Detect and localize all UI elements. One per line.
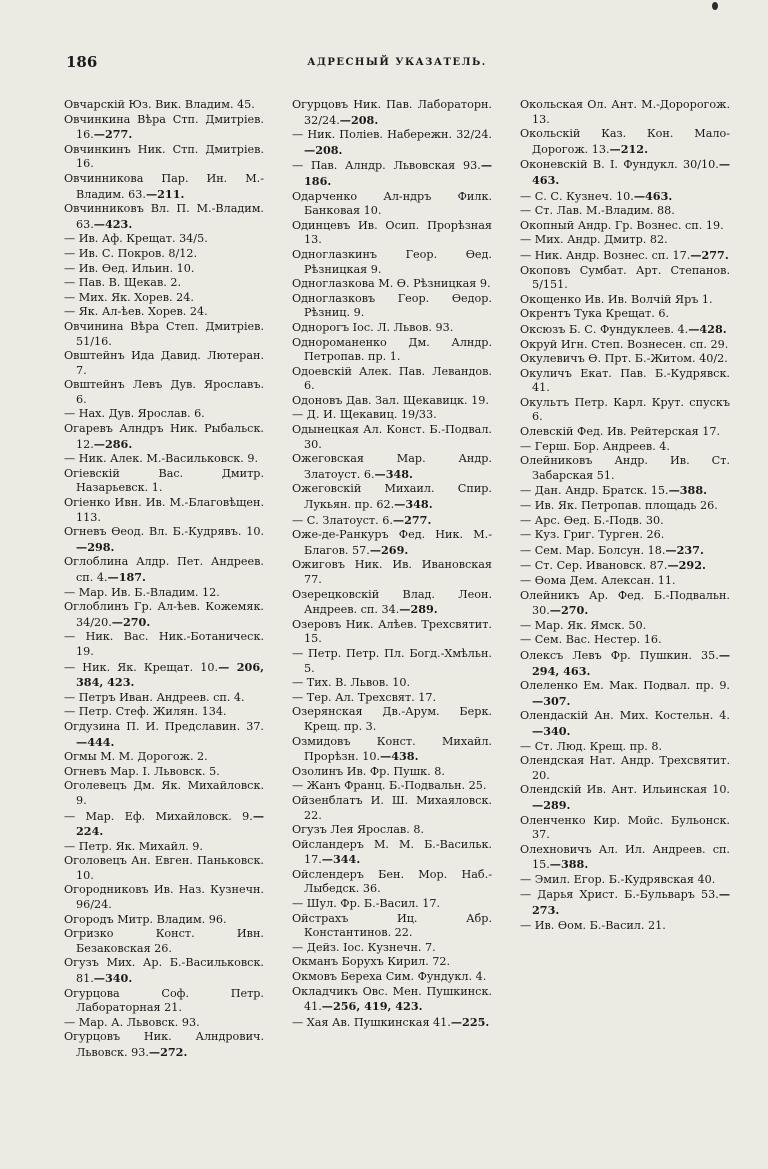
directory-entry	[520, 219, 730, 234]
directory-entry	[292, 394, 492, 409]
directory-entry	[292, 735, 492, 765]
entry-text: — Мар. Як. Ямск. 50.	[520, 618, 647, 632]
entry-phone-numbers: — 206, 384, 423.	[76, 659, 264, 690]
entry-phone-numbers: —289.	[399, 602, 438, 617]
entry-text: — Сем. Мар. Болсун. 18.	[520, 543, 666, 557]
entry-text: Окольскiй Каз. Кон. Мало-Дорогож. 13.	[520, 127, 730, 156]
entry-text: Оголевецъ Дм. Як. Михайловск. 9.	[64, 779, 264, 807]
entry-text: — Ник. Алек. М.-Васильковск. 9.	[64, 452, 259, 466]
directory-entry	[64, 407, 264, 422]
directory-entry	[292, 765, 492, 780]
entry-text: Оконевскiй В. I. Фундукл. 30/10.	[520, 158, 719, 172]
entry-text: Овштейнъ Левъ Дув. Ярославъ. 6.	[64, 378, 264, 406]
page-header	[66, 53, 728, 75]
entry-phone-numbers: —270.	[549, 603, 589, 618]
entry-text: — Хая Ав. Пушкинская 41.	[292, 1015, 451, 1029]
entry-text: — Эмил. Егор. Б.-Кудрявская 40.	[520, 872, 716, 886]
entry-text: Окуличъ Екат. Пав. Б.-Кудрявск. 41.	[520, 366, 730, 395]
entry-text: — Нах. Дув. Ярослав. 6.	[64, 407, 205, 421]
entry-text: Олехновичъ Ал. Ил. Андреев. сп. 15.	[520, 842, 730, 872]
directory-entry	[64, 765, 264, 780]
entry-text: Олевскiй Фед. Ив. Рейтерская 17.	[520, 425, 721, 439]
entry-text: Окультъ Петр. Карл. Крут. спускъ 6.	[520, 395, 730, 424]
entry-text: Овчарскiй Юз. Вик. Владим. 45.	[64, 98, 255, 111]
directory-entry	[520, 425, 730, 440]
entry-text: Огурцовъ Ник. Пав. Лабораторн. 32/24.	[292, 98, 492, 127]
entry-text: Овштейнъ Ида Давид. Лютеран. 7.	[64, 349, 264, 377]
entry-text: Озерецковскiй Влад. Леон. Андреев. сп. 34.	[292, 587, 492, 617]
entry-text: Ойстрахъ Иц. Абр. Константинов. 22.	[292, 911, 492, 940]
directory-entry	[292, 558, 492, 587]
entry-text: Озмидовъ Конст. Михайл. Прорѣзн. 10.	[292, 734, 492, 764]
directory-entry	[520, 396, 730, 425]
entry-text: Однорогъ Iос. Л. Львов. 93.	[292, 320, 454, 334]
entry-text: Однороманенко Дм. Алндр. Петропав. пр. 1.	[292, 335, 492, 364]
entry-text: Окольская Ол. Ант. М.-Доророгож. 13.	[520, 98, 730, 126]
directory-entry	[292, 190, 492, 219]
directory-entry	[64, 840, 264, 855]
directory-entry	[292, 618, 492, 647]
directory-entry	[520, 293, 730, 308]
directory-entry	[64, 98, 264, 113]
entry-phone-numbers: —237.	[665, 542, 704, 557]
entry-text: — Ив. С. Покров. 8/12.	[64, 246, 198, 260]
directory-entry	[64, 555, 264, 585]
directory-entry	[292, 868, 492, 897]
entry-text: Оглоблина Алдр. Пет. Андреев. сп. 4.	[64, 555, 264, 584]
entry-phone-numbers: —208.	[339, 112, 379, 127]
entry-text: Одоевскiй Алек. Пав. Левандов. 6.	[292, 364, 492, 393]
directory-entry	[520, 514, 730, 529]
directory-entry	[292, 365, 492, 394]
entry-phone-numbers: —388.	[668, 483, 708, 498]
directory-entry	[64, 705, 264, 720]
entry-text: Олендскiй Ив. Ант. Ильинская 10.	[520, 783, 730, 797]
entry-phone-numbers: —269.	[369, 542, 409, 557]
entry-phone-numbers: —423.	[93, 216, 133, 231]
entry-text: Окруй Игн. Степ. Вознесен. сп. 29.	[520, 337, 729, 351]
page-number: 186	[66, 53, 98, 71]
entry-text: Одноглазкова М. Ѳ. Рѣзницкая 9.	[292, 277, 491, 291]
entry-text: — Куз. Григ. Турген. 26.	[520, 528, 665, 542]
column-1	[64, 98, 264, 1143]
entry-phone-numbers: —307.	[532, 693, 571, 708]
entry-text: — Пав. Алндр. Львовская 93.	[292, 159, 481, 173]
entry-text: Огурцова Соф. Петр. Лабораторная 21.	[64, 986, 264, 1015]
directory-entry	[520, 483, 730, 499]
directory-entry	[292, 985, 492, 1015]
directory-entry	[520, 843, 730, 873]
directory-entry	[64, 452, 264, 467]
directory-entry	[292, 452, 492, 482]
directory-entry	[292, 336, 492, 365]
entry-text: Одинцевъ Ив. Осип. Прорѣзная 13.	[292, 218, 492, 247]
directory-entry	[64, 349, 264, 378]
entry-phone-numbers: —344.	[321, 852, 361, 867]
entry-text: — Ст. Лав. М.-Владим. 88.	[520, 204, 675, 218]
entry-text: Олендаскiй Ан. Мих. Костельн. 4.	[520, 709, 730, 723]
directory-entry	[64, 660, 264, 691]
directory-entry	[292, 248, 492, 277]
directory-entry	[520, 248, 730, 264]
directory-entry	[292, 588, 492, 618]
directory-entry	[64, 720, 264, 750]
entry-text: Оже-де-Ранкуръ Фед. Ник. М.-Благов. 57.	[292, 528, 492, 557]
entry-text: Огневъ Мар. I. Львовск. 5.	[64, 764, 220, 778]
entry-text: Олексъ Левъ Фр. Пушкин. 35.	[520, 648, 719, 662]
directory-entry	[292, 528, 492, 558]
directory-entry	[292, 897, 492, 912]
entry-phone-numbers: —286.	[93, 436, 133, 451]
directory-entry	[64, 809, 264, 840]
entry-text: Овчинниковъ Вл. П. М.-Владим. 63.	[64, 202, 264, 231]
entry-text: Окмовъ Береха Сим. Фундукл. 4.	[292, 970, 487, 984]
directory-entry	[64, 1030, 264, 1060]
directory-entry	[64, 956, 264, 986]
entry-text: — Сем. Вас. Нестер. 16.	[520, 633, 662, 647]
entry-text: — Петр. Петр. Пл. Богд.-Хмѣльн. 5.	[292, 646, 492, 675]
directory-entry	[292, 647, 492, 676]
entry-phone-numbers: —292.	[667, 558, 706, 573]
entry-text: — Ѳома Дем. Алексан. 11.	[520, 574, 676, 587]
directory-entry	[520, 233, 730, 248]
entry-text: Огризко Конст. Ивн. Безаковская 26.	[64, 927, 264, 955]
entry-text: — Дарья Христ. Б.-Бульваръ 53.	[520, 888, 719, 902]
entry-text: — Петръ Иван. Андреев. сп. 4.	[64, 690, 245, 704]
directory-entry	[520, 543, 730, 559]
entry-phone-numbers: —444.	[76, 734, 115, 749]
directory-entry	[292, 970, 492, 985]
directory-entry	[292, 779, 492, 794]
directory-entry	[64, 291, 264, 306]
directory-entry	[292, 676, 492, 691]
entry-phone-numbers: —187.	[107, 570, 146, 584]
entry-phone-numbers: —289.	[532, 797, 571, 812]
entry-text: Олендская Нат. Андр. Трехсвятит. 20.	[520, 754, 730, 782]
entry-text: Одоновъ Дав. Зал. Щекавицк. 19.	[292, 393, 489, 407]
entry-text: Огдузина П. И. Предславин. 37.	[64, 719, 264, 733]
entry-text: — Ив. Як. Петропав. площадь 26.	[520, 499, 718, 513]
entry-text: Ожеговская Мар. Андр. Златоуст. 6.	[292, 452, 492, 481]
entry-phone-numbers: —340.	[93, 971, 133, 986]
directory-entry	[520, 338, 730, 353]
entry-text: — Тих. В. Львов. 10.	[292, 676, 411, 690]
directory-entry	[292, 128, 492, 158]
entry-text: — Арс. Ѳед. Б.-Подв. 30.	[520, 513, 664, 527]
directory-entry	[520, 367, 730, 396]
entry-text: — Ник. Полiев. Набережн. 32/24.	[292, 128, 492, 142]
column-3	[520, 98, 730, 1143]
entry-phone-numbers: —348.	[374, 466, 413, 481]
entry-phone-numbers: —428.	[688, 321, 727, 336]
directory-entry	[64, 232, 264, 247]
entry-text: — С. Златоуст. 6.	[292, 513, 393, 527]
entry-phone-numbers: —272.	[148, 1045, 188, 1059]
directory-entry	[64, 113, 264, 143]
entry-phone-numbers: —225.	[450, 1014, 490, 1029]
entry-text: Окманъ Борухъ Кирил. 72.	[292, 955, 451, 969]
entry-text: Овчинникова Пар. Ин. М.-Владим. 63.	[64, 171, 264, 201]
entry-text: — Жанъ Франц. Б.-Подвальн. 25.	[292, 779, 487, 793]
entry-text: Овчинина Вѣра Степ. Дмитрiев. 51/16.	[64, 319, 264, 348]
directory-entry	[520, 709, 730, 739]
entry-text: — Петр. Стеф. Жилян. 134.	[64, 705, 227, 719]
directory-entry	[292, 321, 492, 336]
entry-text: — Тер. Ал. Трехсвят. 17.	[292, 690, 437, 704]
directory-entry	[64, 630, 264, 659]
directory-entry	[292, 691, 492, 706]
entry-phone-numbers: —186.	[304, 158, 492, 188]
entry-text: Окрентъ Тука Крещат. 6.	[520, 307, 670, 321]
entry-text: — Як. Ал-ѣев. Хорев. 24.	[64, 305, 208, 319]
entry-text: — Пав. В. Щекав. 2.	[64, 276, 182, 290]
directory-entry	[64, 779, 264, 808]
directory-entry	[64, 262, 264, 277]
entry-text: Оленченко Кир. Мойс. Бульонск. 37.	[520, 813, 730, 842]
entry-text: — С. С. Кузнеч. 10.	[520, 189, 634, 203]
directory-entry	[520, 454, 730, 483]
entry-text: — Мих. Андр. Дмитр. 82.	[520, 233, 668, 247]
directory-entry	[64, 496, 264, 525]
directory-entry	[520, 574, 730, 589]
entry-text: Ойслендеръ Бен. Мор. Наб.-Лыбедск. 36.	[292, 867, 492, 896]
entry-text: — Ник. Як. Крещат. 10.	[64, 660, 219, 674]
directory-entry	[292, 955, 492, 970]
entry-text: Огмы М. М. Дорогож. 2.	[64, 750, 208, 764]
entry-phone-numbers: —388.	[549, 857, 589, 872]
entry-text: Огiенко Ивн. Ив. М.-Благовѣщен. 113.	[64, 496, 264, 524]
directory-entry	[520, 648, 730, 679]
entry-text: Одынецкая Ал. Конст. Б.-Подвал. 30.	[292, 423, 492, 451]
entry-text: Озеровъ Ник. Алѣев. Трехсвятит. 15.	[292, 617, 492, 646]
entry-text: Олеленко Ем. Мак. Подвал. пр. 9.	[520, 679, 730, 693]
entry-text: — Мар. Еф. Михайловск. 9.	[64, 809, 253, 823]
directory-entry	[292, 158, 492, 189]
directory-entry	[520, 589, 730, 619]
directory-entry	[520, 352, 730, 367]
entry-phone-numbers: —277.	[392, 512, 432, 527]
entry-text: — Д. И. Щекавиц. 19/33.	[292, 408, 437, 422]
directory-entry	[64, 378, 264, 407]
directory-entry	[520, 754, 730, 783]
directory-entry	[64, 467, 264, 496]
directory-entry	[292, 277, 492, 292]
directory-entry	[64, 1016, 264, 1031]
directory-entry	[520, 633, 730, 648]
directory-entry	[64, 883, 264, 912]
directory-entry	[520, 440, 730, 455]
entry-text: Ожеговскiй Михаил. Спир. Лукьян. пр. 62.	[292, 482, 492, 512]
directory-entry	[292, 482, 492, 512]
ink-speck	[712, 2, 718, 10]
entry-text: Ойзенблатъ И. Ш. Михаяловск. 22.	[292, 793, 492, 822]
entry-phone-numbers: —270.	[111, 614, 151, 629]
entry-phone-numbers: —340.	[532, 723, 571, 738]
entry-text: Оголовецъ Ан. Евген. Паньковск. 10.	[64, 854, 264, 882]
directory-entry	[520, 558, 730, 574]
entry-phone-numbers: —348.	[394, 497, 433, 512]
directory-entry	[64, 691, 264, 706]
entry-text: Олейниковъ Андр. Ив. Ст. Забарская 51.	[520, 454, 730, 482]
entry-text: — Ив. Ѳед. Ильин. 10.	[64, 261, 195, 275]
directory-entry	[64, 422, 264, 452]
entry-text: Оксюзъ Б. С. Фундуклеев. 4.	[520, 322, 689, 336]
directory-entry	[520, 322, 730, 338]
directory-entry	[520, 307, 730, 322]
entry-phone-numbers: —212.	[609, 141, 648, 156]
directory-entry	[64, 586, 264, 601]
entry-text: Олейникъ Ар. Фед. Б.-Подвальн. 30.	[520, 588, 730, 618]
directory-entry	[64, 600, 264, 630]
entry-text: Огузъ Мих. Ар. Б.-Васильковск. 81.	[64, 956, 264, 986]
entry-phone-numbers: —463.	[532, 157, 730, 187]
directory-entry	[520, 619, 730, 634]
entry-text: — Герш. Бор. Андреев. 4.	[520, 439, 670, 453]
column-2	[292, 98, 492, 1143]
directory-entry	[520, 127, 730, 157]
entry-phone-numbers: —208.	[304, 142, 343, 157]
directory-entry	[520, 783, 730, 813]
entry-phone-numbers: —294, 463.	[532, 647, 730, 678]
entry-text: Окопный Андр. Гр. Вознес. сп. 19.	[520, 218, 724, 232]
entry-text: Озерянская Дв.-Арум. Берк. Крещ. пр. 3.	[292, 705, 492, 733]
entry-text: — Мар. А. Львовск. 93.	[64, 1015, 200, 1029]
entry-text: Овчинкина Вѣра Стп. Дмитрiев. 16.	[64, 112, 264, 142]
directory-entry	[520, 157, 730, 188]
directory-entry	[64, 913, 264, 928]
directory-entry	[520, 528, 730, 543]
directory-entry	[64, 276, 264, 291]
entry-phone-numbers: —463.	[633, 188, 673, 203]
directory-entry	[520, 679, 730, 709]
directory-entry	[520, 98, 730, 127]
entry-text: Озолинъ Ив. Фр. Пушк. 8.	[292, 764, 445, 778]
entry-text: Ойсландеръ М. М. Б.-Васильк. 17.	[292, 837, 492, 867]
directory-entry	[64, 927, 264, 956]
directory-columns	[64, 98, 734, 1143]
entry-text: — Ник. Андр. Вознес. сп. 17.	[520, 248, 691, 262]
entry-text: Овчинкинъ Ник. Стп. Дмитрiев. 16.	[64, 142, 264, 171]
entry-text: — Ст. Сер. Ивановск. 87.	[520, 559, 668, 573]
entry-text: Огурцовъ Ник. Алндрович. Львовск. 93.	[64, 1030, 264, 1059]
directory-entry	[64, 525, 264, 555]
directory-entry	[292, 292, 492, 321]
entry-text: — Петр. Як. Михайл. 9.	[64, 839, 203, 853]
directory-entry	[64, 750, 264, 765]
directory-entry	[292, 513, 492, 529]
entry-text: Огневъ Ѳеод. Вл. Б.-Кудрявъ. 10.	[64, 525, 264, 539]
directory-entry	[64, 202, 264, 232]
entry-text: — Ник. Вас. Ник.-Ботаническ. 19.	[64, 630, 264, 658]
directory-entry	[292, 98, 492, 128]
entry-text: Окладчикъ Овс. Мен. Пушкинск. 41.	[292, 984, 492, 1014]
directory-entry	[292, 823, 492, 838]
entry-phone-numbers: —298.	[76, 539, 115, 554]
entry-phone-numbers: —277.	[690, 247, 729, 262]
entry-text: Одарченко Ал-ндръ Филк. Банковая 10.	[292, 189, 492, 218]
entry-text: Огородниковъ Ив. Наз. Кузнечн. 96/24.	[64, 883, 264, 912]
directory-entry	[520, 873, 730, 888]
entry-text: Огiевскiй Вас. Дмитр. Назарьевск. 1.	[64, 466, 264, 495]
entry-text: — Ив. Ѳом. Б.-Васил. 21.	[520, 918, 666, 932]
entry-phone-numbers: —273.	[532, 887, 730, 918]
directory-entry	[292, 941, 492, 956]
entry-text: Окулевичъ Ѳ. Прт. Б.-Житом. 40/2.	[520, 352, 728, 366]
directory-entry	[64, 854, 264, 883]
directory-entry	[292, 912, 492, 941]
entry-text: Одноглазковъ Геор. Ѳедор. Рѣзниц. 9.	[292, 291, 492, 320]
entry-phone-numbers: —438.	[380, 749, 419, 764]
directory-entry	[64, 247, 264, 262]
entry-phone-numbers: —256, 419, 423.	[321, 999, 423, 1014]
directory-entry	[292, 423, 492, 452]
directory-entry	[520, 814, 730, 843]
directory-entry	[64, 305, 264, 320]
directory-entry	[64, 143, 264, 172]
entry-text: — Ив. Аф. Крещат. 34/5.	[64, 232, 208, 246]
entry-phone-numbers: —211.	[145, 186, 185, 201]
directory-entry	[292, 408, 492, 423]
directory-entry	[520, 204, 730, 219]
directory-entry	[520, 264, 730, 293]
entry-text: — Дан. Андр. Братск. 15.	[520, 484, 669, 498]
entry-text: — Мар. Ив. Б.-Владим. 12.	[64, 585, 220, 599]
directory-entry	[64, 987, 264, 1016]
entry-text: — Мих. Як. Хорев. 24.	[64, 290, 194, 304]
directory-entry	[292, 705, 492, 734]
directory-entry	[64, 172, 264, 202]
entry-text: — Дейз. Iос. Кузнечн. 7.	[292, 940, 436, 954]
entry-text: Окоповъ Сумбат. Арт. Степанов. 5/151.	[520, 263, 730, 292]
entry-text: — Шул. Фр. Б.-Васил. 17.	[292, 897, 441, 911]
entry-text: Оглоблинъ Гр. Ал-ѣев. Кожемяк. 34/20.	[64, 600, 264, 629]
entry-text: Огородъ Митр. Владим. 96.	[64, 912, 227, 926]
entry-text: Огузъ Лея Ярослав. 8.	[292, 823, 425, 837]
directory-entry	[292, 219, 492, 248]
entry-text: Ожиговъ Ник. Ив. Ивановская 77.	[292, 558, 492, 586]
directory-entry	[520, 887, 730, 918]
entry-phone-numbers: —224.	[76, 808, 264, 839]
entry-text: Огаревъ Алндръ Ник. Рыбальск. 12.	[64, 422, 264, 451]
directory-entry	[292, 794, 492, 823]
running-title: АДРЕСНЫЙ УКАЗАТЕЛЬ.	[307, 57, 487, 68]
entry-text: — Ст. Люд. Крещ. пр. 8.	[520, 739, 663, 753]
directory-entry	[64, 320, 264, 349]
directory-entry	[520, 740, 730, 755]
directory-entry	[520, 919, 730, 934]
directory-entry	[520, 499, 730, 514]
entry-phone-numbers: —277.	[93, 127, 133, 142]
directory-entry	[292, 838, 492, 868]
directory-entry	[520, 189, 730, 205]
entry-text: Окощенко Ив. Ив. Волчiй Яръ 1.	[520, 292, 713, 306]
entry-text: Одноглазкинъ Геор. Ѳед. Рѣзницкая 9.	[292, 247, 492, 276]
directory-entry	[292, 1015, 492, 1031]
